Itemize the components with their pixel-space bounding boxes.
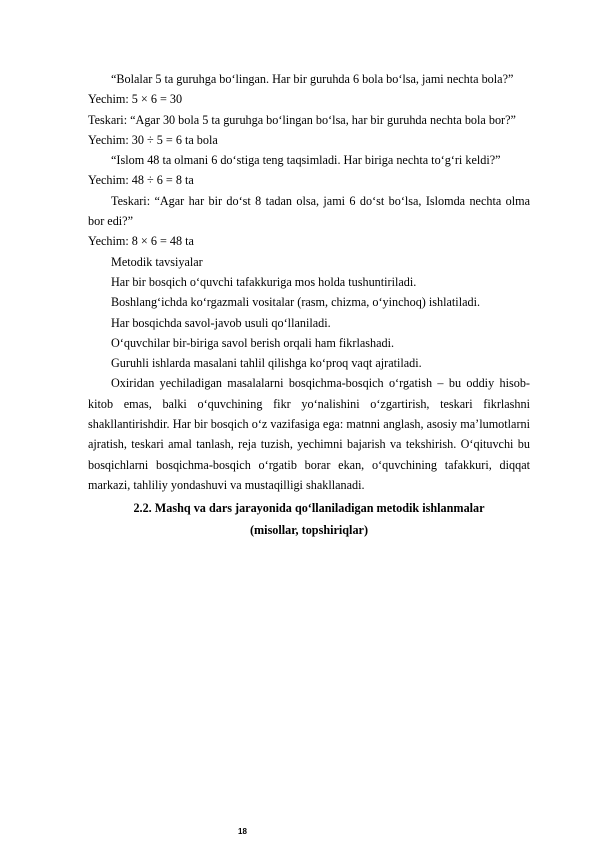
recommendation-item: Boshlang‘ichda ko‘rgazmali vositalar (rasm, chizma, o‘yinchoq) ishlatiladi. [111, 295, 481, 310]
paragraph-problem-2: “Islom 48 ta olmani 6 do‘stiga teng taqsimladi. Har biriga nechta to‘g‘ri keldi?” [111, 153, 501, 168]
paragraph-solution-4: Yechim: 8 × 6 = 48 ta [88, 234, 194, 249]
section-heading [88, 497, 530, 541]
page-number: 18 [238, 827, 247, 836]
paragraph-solution-1: Yechim: 5 × 6 = 30 [88, 92, 183, 107]
section-label-recommendations: Metodik tavsiyalar [111, 254, 203, 269]
section-heading-line-1: 2.2. Mashq va dars jarayonida qo‘llaniladigan metodik ishlanmalar [133, 501, 485, 516]
section-heading-line-2: (misollar, topshiriqlar) [249, 523, 369, 538]
paragraph-problem-1: “Bolalar 5 ta guruhga bo‘lingan. Har bir guruhda 6 bola bo‘lsa, jami nechta bola?” [111, 72, 514, 86]
recommendation-item: Har bosqichda savol-javob usuli qo‘llaniladi. [111, 315, 331, 330]
paragraph-solution-2: Yechim: 30 ÷ 5 = 6 ta bola [88, 132, 218, 147]
page-content [88, 69, 530, 541]
recommendation-item: Har bir bosqich o‘quvchi tafakkuriga mos holda tushuntiriladi. [111, 274, 417, 289]
recommendation-item: O‘quvchilar bir-biriga savol berish orqali ham fikrlashadi. [111, 335, 395, 350]
recommendation-item: Guruhli ishlarda masalani tahlil qilishga ko‘proq vaqt ajratiladi. [111, 356, 422, 371]
paragraph-solution-3: Yechim: 48 ÷ 6 = 8 ta [88, 173, 194, 188]
paragraph-inverse-2: Teskari: “Agar har bir do‘st 8 tadan olsa, jami 6 do‘st bo‘lsa, Islomda nechta olma bor edi?” [88, 193, 530, 229]
paragraph-inverse-1: Teskari: “Agar 30 bola 5 ta guruhga bo‘lingan bo‘lsa, har bir guruhda nechta bola bor?” [88, 112, 516, 127]
paragraph-conclusion: Oxiridan yechiladigan masalalarni bosqichma-bosqich o‘rgatish – bu oddiy hisob-kitob emas, balki o‘quvchining fikr yo‘nalishini o‘zgartirish, teskari fikrlashni shakllantirishdir. Har bir bosqich o‘z vazifasiga ega: matnni anglash, asosiy ma’lumotlarni ajratish, teskari amal tanlash, reja tuzish, yechimni bajarish va tekshirish. O‘qituvchi bu bosqichlarni bosqichma-bosqich o‘rgatib borar ekan, o‘quvchining tafakkuri, diqqat markazi, tahliliy yondashuvi va mustaqilligi shakllanadi. [88, 376, 530, 492]
